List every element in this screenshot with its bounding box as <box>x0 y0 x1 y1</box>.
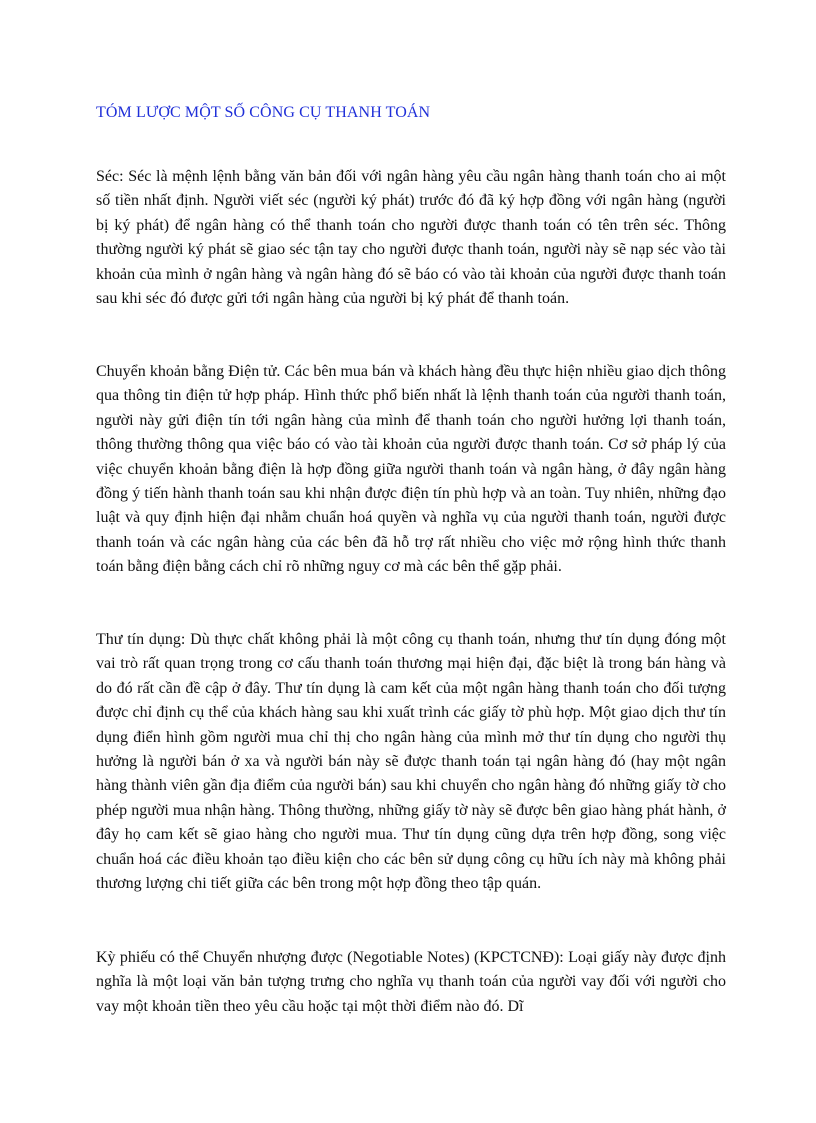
paragraph-negotiable-notes: Kỳ phiếu có thể Chuyển nhượng được (Negotiable Notes) (KPCTCNĐ): Loại giấy này được định nghĩa là một loại văn bản tượng trưng cho nghĩa vụ thanh toán của người vay đối với người cho vay một khoản tiền theo yêu cầu hoặc tại một thời điểm nào đó. Dĩ <box>96 949 726 1015</box>
paragraph-electronic-transfer: Chuyển khoản bằng Điện tử. Các bên mua bán và khách hàng đều thực hiện nhiều giao dịch thông qua thông tin điện tử hợp pháp. Hình thức phổ biến nhất là lệnh thanh toán của người thanh toán, người này gửi điện tín tới ngân hàng của mình để thanh toán cho người hưởng lợi thanh toán, thông thường thông qua việc báo có vào tài khoản của người được thanh toán. Cơ sở pháp lý của việc chuyển khoản bằng điện là hợp đồng giữa người thanh toán và ngân hàng, ở đây ngân hàng đồng ý tiến hành thanh toán sau khi nhận được điện tín phù hợp và an toàn. Tuy nhiên, những đạo luật và quy định hiện đại nhằm chuẩn hoá quyền và nghĩa vụ của người thanh toán, người được thanh toán và các ngân hàng của các bên đã hỗ trợ rất nhiều cho việc mở rộng hình thức thanh toán bằng điện bằng cách chỉ rõ những nguy cơ mà các bên thể gặp phải. <box>96 363 726 576</box>
paragraph-letter-of-credit: Thư tín dụng: Dù thực chất không phải là một công cụ thanh toán, nhưng thư tín dụng đóng một vai trò rất quan trọng trong cơ cấu thanh toán thương mại hiện đại, đặc biệt là trong bán hàng và do đó rất cần đề cập ở đây. Thư tín dụng là cam kết của một ngân hàng thanh toán cho đối tượng được chỉ định cụ thể của khách hàng sau khi xuất trình các giấy tờ phù hợp. Một giao dịch thư tín dụng điển hình gồm người mua chỉ thị cho ngân hàng của mình mở thư tín dụng cho người thụ hưởng là người bán ở xa và người bán này sẽ được thanh toán tại ngân hàng đó (hay một ngân hàng thành viên gần địa điểm của người bán) sau khi chuyển cho ngân hàng đó những giấy tờ cho phép người mua nhận hàng. Thông thường, những giấy tờ này sẽ được bên giao hàng phát hành, ở đây họ cam kết sẽ giao hàng cho người mua. Thư tín dụng cũng dựa trên hợp đồng, song việc chuẩn hoá các điều khoản tạo điều kiện cho các bên sử dụng công cụ hữu ích này mà không phải thương lượng chi tiết giữa các bên trong một hợp đồng theo tập quán. <box>96 631 726 893</box>
paragraph-cheque: Séc: Séc là mệnh lệnh bằng văn bản đối với ngân hàng yêu cầu ngân hàng thanh toán cho ai một số tiền nhất định. Người viết séc (người ký phát) trước đó đã ký hợp đồng với ngân hàng (người bị ký phát) để ngân hàng có thể thanh toán cho người được thanh toán có tên trên séc. Thông thường người ký phát sẽ giao séc tận tay cho người được thanh toán, người này sẽ nạp séc vào tài khoản của mình ở ngân hàng và ngân hàng đó sẽ báo có vào tài khoản của người được thanh toán sau khi séc đó được gửi tới ngân hàng của người bị ký phát để thanh toán. <box>96 168 726 308</box>
document-title: TÓM LƯỢC MỘT SỐ CÔNG CỤ THANH TOÁN <box>96 104 431 121</box>
